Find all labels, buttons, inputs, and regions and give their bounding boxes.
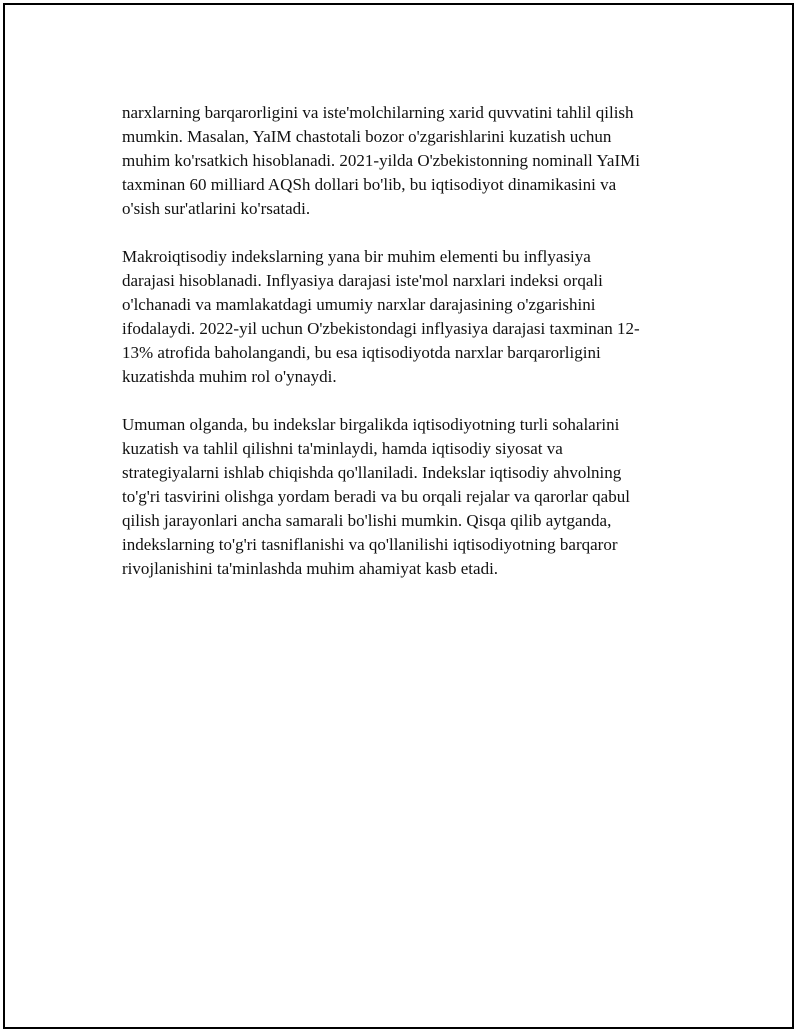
- text-line: muhim ko'rsatkich hisoblanadi. 2021-yilda O'zbekistonning nominall YaIMi: [122, 151, 640, 170]
- text-line: Umuman olganda, bu indekslar birgalikda iqtisodiyotning turli sohalarini: [122, 415, 620, 434]
- text-line: darajasi hisoblanadi. Inflyasiya darajasi iste'mol narxlari indeksi orqali: [122, 271, 603, 290]
- document-body: [122, 101, 702, 605]
- text-line: to'g'ri tasvirini olishga yordam beradi va bu orqali rejalar va qarorlar qabul: [122, 487, 630, 506]
- text-line: qilish jarayonlari ancha samarali bo'lishi mumkin. Qisqa qilib aytganda,: [122, 511, 612, 530]
- text-line: rivojlanishini ta'minlashda muhim ahamiyat kasb etadi.: [122, 559, 499, 578]
- text-line: o'lchanadi va mamlakatdagi umumiy narxlar darajasining o'zgarishini: [122, 295, 596, 314]
- text-line: kuzatishda muhim rol o'ynaydi.: [122, 367, 337, 386]
- text-line: kuzatish va tahlil qilishni ta'minlaydi, hamda iqtisodiy siyosat va: [122, 439, 563, 458]
- paragraph-conclusion: [122, 413, 702, 581]
- text-line: indekslarning to'g'ri tasniflanishi va qo'llanilishi iqtisodiyotning barqaror: [122, 535, 618, 554]
- text-line: mumkin. Masalan, YaIM chastotali bozor o'zgarishlarini kuzatish uchun: [122, 127, 612, 146]
- text-line: 13% atrofida baholangandi, bu esa iqtisodiyotda narxlar barqarorligini: [122, 343, 601, 362]
- text-line: Makroiqtisodiy indekslarning yana bir muhim elementi bu inflyasiya: [122, 247, 591, 266]
- paragraph-inflation: [122, 245, 702, 389]
- text-line: strategiyalarni ishlab chiqishda qo'llaniladi. Indekslar iqtisodiy ahvolning: [122, 463, 622, 482]
- text-line: taxminan 60 milliard AQSh dollari bo'lib, bu iqtisodiyot dinamikasini va: [122, 175, 617, 194]
- text-line: narxlarning barqarorligini va iste'molchilarning xarid quvvatini tahlil qilish: [122, 103, 634, 122]
- paragraph-gdp: [122, 101, 702, 221]
- document-page: [3, 3, 794, 1029]
- text-line: o'sish sur'atlarini ko'rsatadi.: [122, 199, 311, 218]
- text-line: ifodalaydi. 2022-yil uchun O'zbekistondagi inflyasiya darajasi taxminan 12-: [122, 319, 640, 338]
